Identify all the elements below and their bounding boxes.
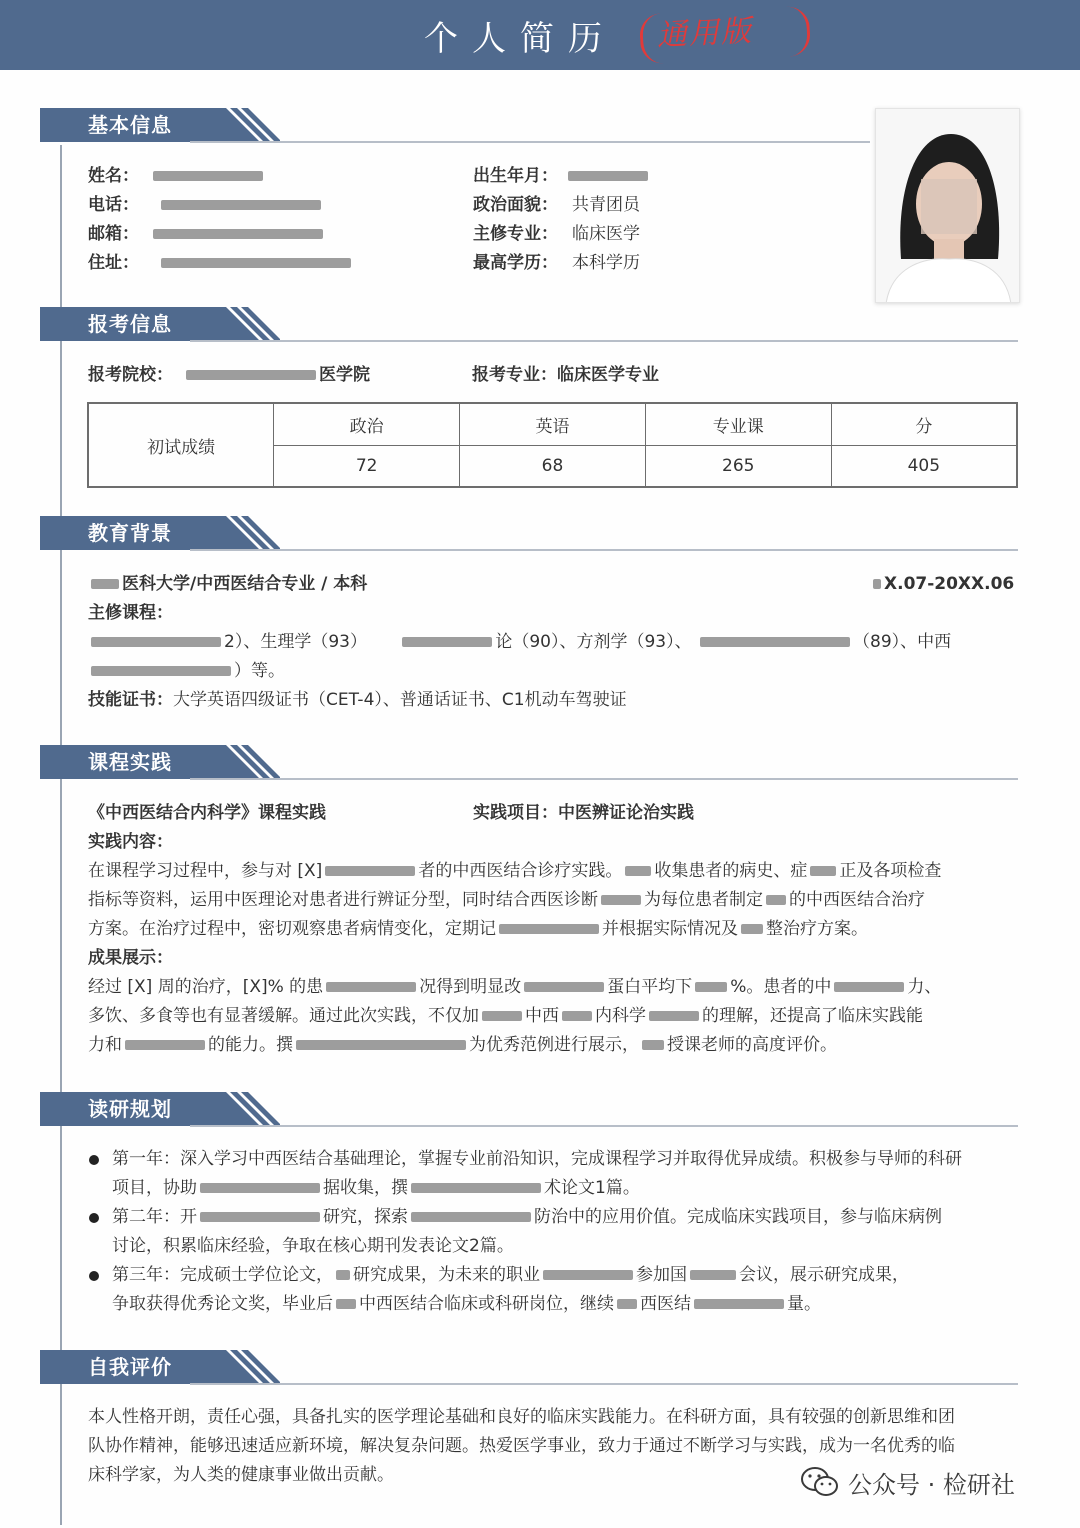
result-line2: 多饮、多食等也有显著缓解。通过此次实践，不仅加 中西 内科学 的理解，还提高了临床实践能 bbox=[88, 1006, 923, 1026]
result-line3: 力和 的能力。撰 为优秀范例进行展示， 授课老师的高度评价。 bbox=[88, 1035, 837, 1055]
stripes-icon bbox=[190, 516, 280, 550]
courses-label: 主修课程： bbox=[88, 603, 173, 623]
section-practice bbox=[40, 745, 1018, 781]
profile-photo bbox=[875, 108, 1020, 303]
result-line1: 经过 [X] 周的治疗，[X]% 的患 况得到明显改 蛋白平均下 %。患者的中 力、 bbox=[88, 977, 942, 997]
school-label: 报考院校： bbox=[88, 365, 173, 385]
section-education bbox=[40, 516, 1018, 552]
content-line1: 在课程学习过程中，参与对 [X] 者的中西医结合诊疗实践。 收集患者的病史、症 正及各项检查 bbox=[88, 861, 942, 881]
self-line3: 床科学家，为人类的健康事业做出贡献。 bbox=[88, 1465, 394, 1485]
plan-y1-line1: 第一年：深入学习中西医结合基础理论，掌握专业前沿知识，完成课程学习并取得优异成绩。积极参与导师的科研 bbox=[112, 1149, 962, 1169]
email-value-redacted bbox=[150, 223, 326, 245]
col-politics: 政治 bbox=[274, 403, 460, 445]
name-label: 姓名： bbox=[88, 166, 139, 186]
wechat-icon bbox=[800, 1465, 840, 1499]
politics-label: 政治面貌： bbox=[473, 195, 558, 215]
address-label: 住址： bbox=[88, 253, 139, 273]
section-title: 自我评价 bbox=[40, 1350, 200, 1384]
watermark bbox=[800, 1462, 1015, 1502]
plan-y2-line2: 讨论，积累临床经验，争取在核心期刊发表论文2篇。 bbox=[112, 1236, 514, 1256]
degree-label: 最高学历： bbox=[473, 253, 558, 273]
bullet-dot bbox=[89, 1213, 99, 1223]
practice-project: 实践项目：中医辨证论治实践 bbox=[473, 803, 694, 823]
section-basic bbox=[40, 108, 1018, 144]
plan-y3-line1: 第三年：完成硕士学位论文， 研究成果，为未来的职业 参加国 会议，展示研究成果， bbox=[112, 1265, 909, 1285]
school-value bbox=[183, 364, 370, 386]
section-title: 读研规划 bbox=[40, 1092, 200, 1126]
content-line3: 方案。在治疗过程中，密切观察患者病情变化，定期记 并根据实际情况及 整治疗方案。 bbox=[88, 919, 868, 939]
left-rule bbox=[60, 145, 62, 1525]
cert-line: 技能证书：大学英语四级证书（CET-4）、普通话证书、C1机动车驾驶证 bbox=[88, 690, 627, 710]
bullet-dot bbox=[89, 1271, 99, 1281]
resume-title: 个人简历 bbox=[424, 18, 616, 59]
edu-school: 医科大学/中西医结合专业 / 本科 bbox=[88, 573, 367, 595]
stripes-icon bbox=[190, 108, 280, 142]
score-major-course: 265 bbox=[645, 445, 831, 487]
section-self bbox=[40, 1350, 1018, 1386]
section-title: 课程实践 bbox=[40, 745, 200, 779]
major-value: 临床医学 bbox=[572, 224, 640, 244]
self-line2: 队协作精神，能够迅速适应新环境，解决复杂问题。热爱医学事业，致力于通过不断学习与实践，成为一名优秀的临 bbox=[88, 1436, 955, 1456]
divider bbox=[190, 141, 870, 143]
name-value-redacted bbox=[150, 165, 266, 187]
score-total: 405 bbox=[831, 445, 1017, 487]
degree-value: 本科学历 bbox=[572, 253, 640, 273]
stripes-icon bbox=[190, 307, 280, 341]
score-row-label: 初试成绩 bbox=[88, 403, 274, 487]
phone-value-redacted bbox=[158, 194, 324, 216]
section-title: 基本信息 bbox=[40, 108, 200, 142]
score-table bbox=[87, 402, 1018, 488]
address-value-redacted bbox=[158, 252, 354, 274]
school-suffix: 医学院 bbox=[319, 365, 370, 385]
self-line1: 本人性格开朗，责任心强，具备扎实的医学理论基础和良好的临床实践能力。在科研方面，具有较强的创新思维和团 bbox=[88, 1407, 955, 1427]
section-title: 教育背景 bbox=[40, 516, 200, 550]
practice-course: 《中西医结合内科学》课程实践 bbox=[88, 803, 326, 823]
handwritten-note: 通用版 bbox=[639, 6, 811, 65]
col-total: 分 bbox=[831, 403, 1017, 445]
email-label: 邮箱： bbox=[88, 224, 139, 244]
plan-y1-line2: 项目，协助 据收集，撰 术论文1篇。 bbox=[112, 1178, 640, 1198]
plan-y2-line1: 第二年：开 研究，探索 防治中的应用价值。完成临床实践项目，参与临床病例 bbox=[112, 1207, 942, 1227]
result-label: 成果展示： bbox=[88, 948, 173, 968]
politics-value: 共青团员 bbox=[572, 195, 640, 215]
birth-value-redacted bbox=[565, 165, 651, 187]
stripes-icon bbox=[190, 1092, 280, 1126]
stripes-icon bbox=[190, 1350, 280, 1384]
bullet-dot bbox=[89, 1155, 99, 1165]
score-politics: 72 bbox=[274, 445, 460, 487]
section-application bbox=[40, 307, 1018, 343]
birth-label: 出生年月： bbox=[473, 166, 558, 186]
edu-period: X.07-20XX.06 bbox=[870, 573, 1014, 595]
courses-line2: ）等。 bbox=[88, 660, 285, 682]
col-major-course: 专业课 bbox=[645, 403, 831, 445]
col-english: 英语 bbox=[460, 403, 646, 445]
score-english: 68 bbox=[460, 445, 646, 487]
header-bar bbox=[0, 0, 1080, 70]
section-plan bbox=[40, 1092, 1018, 1128]
section-title: 报考信息 bbox=[40, 307, 200, 341]
watermark-text: 公众号 · 检研社 bbox=[848, 1470, 1015, 1499]
plan-y3-line2: 争取获得优秀论文奖，毕业后 中西医结合临床或科研岗位，继续 西医结 量。 bbox=[112, 1294, 821, 1314]
major-label: 主修专业： bbox=[473, 224, 558, 244]
phone-label: 电话： bbox=[88, 195, 139, 215]
courses-line1: 2）、生理学（93） 论（90）、方剂学（93）、 （89）、中西 bbox=[88, 631, 951, 653]
content-label: 实践内容： bbox=[88, 832, 173, 852]
stripes-icon bbox=[190, 745, 280, 779]
content-line2: 指标等资料，运用中医理论对患者进行辨证分型，同时结合西医诊断 为每位患者制定 的中西医结合治疗 bbox=[88, 890, 925, 910]
apply-major: 报考专业：临床医学专业 bbox=[472, 365, 659, 385]
